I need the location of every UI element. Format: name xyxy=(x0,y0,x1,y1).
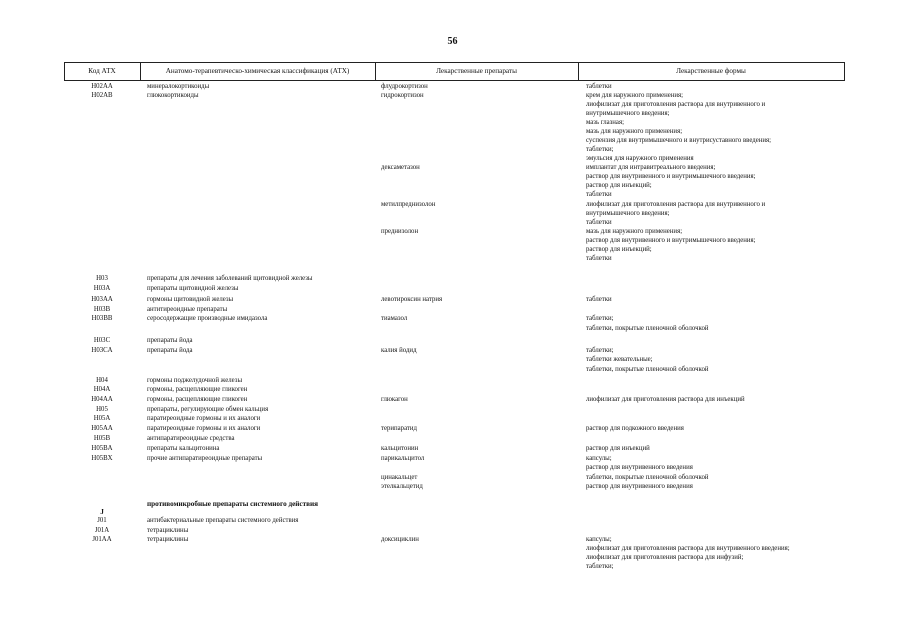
atx-classification: тетрациклины xyxy=(147,536,189,543)
table-row xyxy=(0,445,905,455)
atx-code: H04 xyxy=(96,377,108,384)
dosage-form: капсулы; xyxy=(586,455,612,462)
column-divider xyxy=(844,62,845,81)
table-row xyxy=(0,275,905,285)
table-row xyxy=(0,517,905,527)
drug-name: дексаметазон xyxy=(381,164,420,171)
atx-classification: антипаратиреоидные средства xyxy=(147,435,235,442)
atx-classification: антитиреоидные препараты xyxy=(147,306,228,313)
drug-name: парикальцитол xyxy=(381,455,425,462)
atx-classification: антибактериальные препараты системного действия xyxy=(147,517,299,524)
drug-name: преднизолон xyxy=(381,228,419,235)
dosage-form: лиофилизат для приготовления раствора для внутривенного и xyxy=(586,201,766,208)
atx-code: H02AA xyxy=(91,83,113,90)
atx-code: H05BX xyxy=(91,455,113,462)
atx-classification: гормоны щитовидной железы xyxy=(147,296,234,303)
dosage-form: таблетки, покрытые пленочной оболочкой xyxy=(586,474,709,481)
atx-code: J xyxy=(100,508,104,516)
atx-code: H03 xyxy=(96,275,108,282)
atx-classification: противомикробные препараты системного действия xyxy=(147,500,319,508)
atx-code: H05A xyxy=(93,415,111,422)
dosage-form: таблетки xyxy=(586,191,612,198)
atx-classification: гормоны поджелудочной железы xyxy=(147,377,243,384)
dosage-form: мазь глазная; xyxy=(586,119,624,126)
dosage-form: имплантат для интравитреального введения; xyxy=(586,164,716,171)
table-header-bottom-rule xyxy=(64,80,844,81)
table-row xyxy=(0,296,905,306)
atx-classification: препараты йода xyxy=(147,347,193,354)
atx-code: J01 xyxy=(97,517,107,524)
dosage-form: раствор для внутривенного и внутримышечного введения; xyxy=(586,237,756,244)
dosage-form: раствор для внутривенного введения xyxy=(586,464,693,471)
dosage-form: таблетки; xyxy=(586,347,614,354)
dosage-form: суспензия для внутримышечного и внутрисуставного введения; xyxy=(586,137,772,144)
dosage-form: мазь для наружного применения; xyxy=(586,128,683,135)
dosage-form: раствор для подкожного введения xyxy=(586,425,684,432)
atx-code: H04A xyxy=(93,386,111,393)
dosage-form: капсулы; xyxy=(586,536,612,543)
atx-code: H02AB xyxy=(91,92,113,99)
atx-code: H03C xyxy=(93,337,111,344)
header-drugs: Лекарственные препараты xyxy=(436,67,517,75)
atx-classification: тетрациклины xyxy=(147,527,189,534)
dosage-form: таблетки, покрытые пленочной оболочкой xyxy=(586,366,709,373)
table-row xyxy=(0,500,905,516)
dosage-form: таблетки; xyxy=(586,315,614,322)
dosage-form: раствор для инъекций; xyxy=(586,246,652,253)
dosage-form: таблетки xyxy=(586,219,612,226)
dosage-form: мазь для наружного применения; xyxy=(586,228,683,235)
dosage-form: крем для наружного применения; xyxy=(586,92,684,99)
drug-name: тиамазол xyxy=(381,315,408,322)
atx-classification: гормоны, расщепляющие гликоген xyxy=(147,396,248,403)
table-row xyxy=(0,315,905,325)
table-row xyxy=(0,396,905,406)
atx-code: H03BB xyxy=(91,315,113,322)
table-top-rule xyxy=(64,62,844,63)
table-row xyxy=(0,464,905,474)
table-row xyxy=(0,415,905,425)
table-row xyxy=(0,563,905,573)
atx-classification: минералокортикоиды xyxy=(147,83,210,90)
atx-classification: прочие антипаратиреоидные препараты xyxy=(147,455,263,462)
dosage-form: таблетки xyxy=(586,83,612,90)
dosage-form: раствор для внутривенного введения xyxy=(586,483,693,490)
drug-name: этелкальцетид xyxy=(381,483,423,490)
atx-classification: препараты кальцитонина xyxy=(147,445,220,452)
atx-code: H05B xyxy=(93,435,111,442)
header-forms: Лекарственные формы xyxy=(676,67,746,75)
table-row xyxy=(0,356,905,366)
atx-classification: препараты щитовидной железы xyxy=(147,285,239,292)
dosage-form: таблетки; xyxy=(586,563,614,570)
atx-classification: препараты для лечения заболеваний щитовидной железы xyxy=(147,275,313,282)
dosage-form: раствор для инъекций; xyxy=(586,182,652,189)
table-row xyxy=(0,386,905,396)
atx-classification: паратиреоидные гормоны и их аналоги xyxy=(147,425,261,432)
drug-name: левотироксин натрия xyxy=(381,296,443,303)
atx-code: H03AA xyxy=(91,296,113,303)
atx-classification: препараты йода xyxy=(147,337,193,344)
page-number: 56 xyxy=(447,36,458,47)
atx-classification: препараты, регулирующие обмен кальция xyxy=(147,406,269,413)
drug-name: цинакальцет xyxy=(381,474,418,481)
dosage-form: лиофилизат для приготовления раствора для инфузий; xyxy=(586,554,744,561)
table-row xyxy=(0,325,905,335)
dosage-form: лиофилизат для приготовления раствора для инъекций xyxy=(586,396,745,403)
drug-name: метилпреднизолон xyxy=(381,201,436,208)
drug-name: флудрокортизон xyxy=(381,83,428,90)
dosage-form: таблетки xyxy=(586,296,612,303)
dosage-form: раствор для инъекций xyxy=(586,445,650,452)
atx-code: H05 xyxy=(96,406,108,413)
drug-name: гидрокортизон xyxy=(381,92,424,99)
dosage-form: внутримышечного введения; xyxy=(586,210,670,217)
header-classification: Анатомо-терапевтическо-химическая классификация (АТХ) xyxy=(165,67,350,75)
dosage-form: эмульсия для наружного применения xyxy=(586,155,694,162)
atx-code: H03B xyxy=(93,306,111,313)
table-row xyxy=(0,425,905,435)
atx-code: H03A xyxy=(93,285,111,292)
table-row xyxy=(0,337,905,347)
dosage-form: таблетки жевательные; xyxy=(586,356,653,363)
drug-name: калия йодид xyxy=(381,347,417,354)
dosage-form: таблетки xyxy=(586,255,612,262)
drug-name: глюкагон xyxy=(381,396,408,403)
atx-classification: паратиреоидные гормоны и их аналоги xyxy=(147,415,261,422)
atx-code: H05BA xyxy=(91,445,113,452)
table-row xyxy=(0,435,905,445)
atx-code: H03CA xyxy=(91,347,113,354)
atx-code: J01AA xyxy=(92,536,112,543)
dosage-form: внутримышечного введения; xyxy=(586,110,670,117)
atx-code: J01A xyxy=(94,527,110,534)
table-row xyxy=(0,255,905,265)
table-row xyxy=(0,366,905,376)
table-row xyxy=(0,191,905,201)
atx-classification: серосодержащие производные имидазола xyxy=(147,315,268,322)
table-row xyxy=(0,483,905,493)
drug-name: кальцитонин xyxy=(381,445,419,452)
dosage-form: лиофилизат для приготовления раствора для внутривенного и xyxy=(586,101,766,108)
drug-name: терипаратид xyxy=(381,425,417,432)
atx-code: H04AA xyxy=(91,396,113,403)
header-code: Код АТХ xyxy=(88,67,116,75)
dosage-form: таблетки, покрытые пленочной оболочкой xyxy=(586,325,709,332)
table-row xyxy=(0,285,905,295)
dosage-form: таблетки; xyxy=(586,146,614,153)
dosage-form: раствор для внутривенного и внутримышечного введения; xyxy=(586,173,756,180)
atx-code: H05AA xyxy=(91,425,113,432)
dosage-form: лиофилизат для приготовления раствора для внутривенного введения; xyxy=(586,545,790,552)
drug-name: доксициклин xyxy=(381,536,419,543)
atx-classification: гормоны, расщепляющие гликоген xyxy=(147,386,248,393)
atx-classification: глюкокортикоиды xyxy=(147,92,199,99)
